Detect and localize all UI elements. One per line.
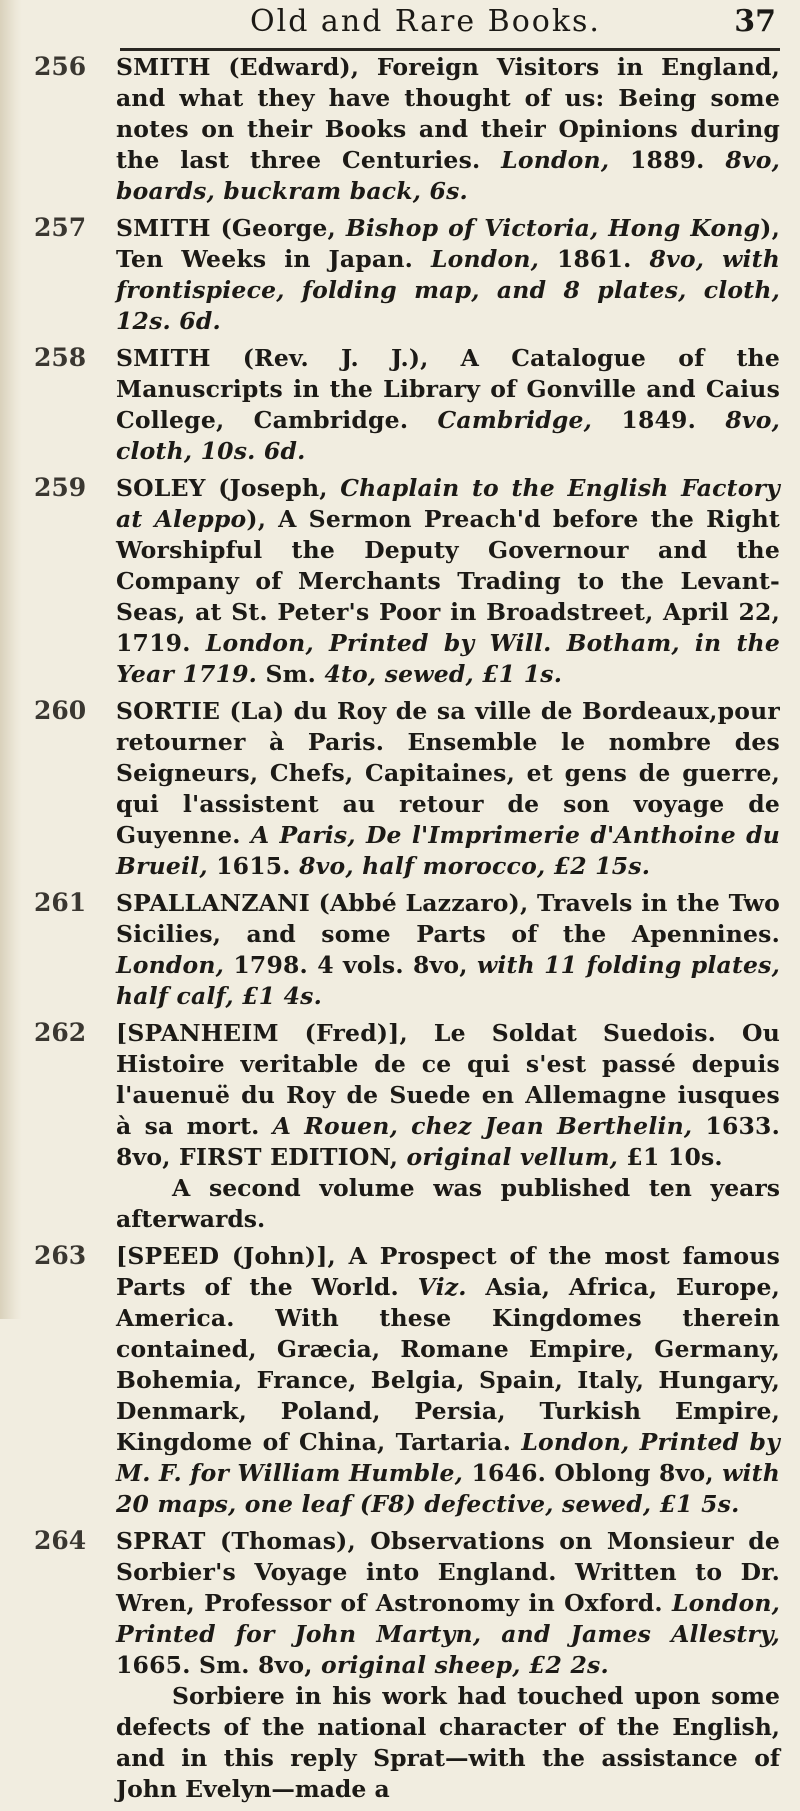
text-run: SPRAT (Thomas), Observations on Monsieur de Sorbier's Voyage into England. Written to Dr. Wren, Professor of Astronomy in Oxford. <box>116 1527 780 1617</box>
lot-number: 261 <box>34 888 87 917</box>
catalogue-entry <box>0 1241 800 1520</box>
lot-number: 263 <box>34 1241 87 1270</box>
catalogue-entry <box>0 696 800 882</box>
italic-text: London, Printed by M. F. for William Humble, <box>116 1428 780 1487</box>
entry-note: Sorbiere in his work had touched upon some defects of the national character of the English, and in this reply Sprat—with the assistance of John Evelyn—made a <box>116 1682 780 1803</box>
italic-text: 8vo, with frontispiece, folding map, and 8 plates, cloth, 12s. 6d. <box>116 245 780 335</box>
entry-description <box>116 52 780 207</box>
text-run: 1615. <box>207 852 300 880</box>
entry-description <box>116 696 780 882</box>
italic-text: A Paris, De l'Imprimerie d'Anthoine du Brueil, <box>116 821 780 880</box>
italic-text: 8vo, half morocco, £2 15s. <box>299 852 651 880</box>
italic-text: Viz. <box>417 1273 467 1301</box>
italic-text: London, <box>430 245 540 273</box>
text-run: 1633. 8vo, FIRST EDITION, <box>116 1112 780 1171</box>
catalogue-entry <box>0 888 800 1012</box>
entry-description <box>116 1241 780 1520</box>
text-run: 1798. 4 vols. 8vo, <box>224 951 477 979</box>
entry-description <box>116 888 780 1012</box>
text-run: [SPEED (John)], A Prospect of the most famous Parts of the World. <box>116 1242 780 1301</box>
catalogue-entry <box>0 343 800 467</box>
italic-text: 4to, sewed, £1 1s. <box>324 660 563 688</box>
catalogue-entries <box>0 52 800 1811</box>
text-run: ), A Sermon Preach'd before the Right Worshipful the Deputy Governour and the Company of Merchants Trading to the Levant-Seas, at St. Peter's Poor in Broadstreet, April 22, 1719. <box>116 505 780 657</box>
catalogue-entry <box>0 473 800 690</box>
text-run: SPALLANZANI (Abbé Lazzaro), Travels in the Two Sicilies, and some Parts of the Apennines. <box>116 889 780 948</box>
italic-text: Chaplain to the English Factory at Aleppo <box>116 474 780 533</box>
italic-text: London, <box>116 951 225 979</box>
lot-number: 260 <box>34 696 87 725</box>
italic-text: with 20 maps, one leaf (F8) defective, sewed, £1 5s. <box>116 1459 781 1518</box>
text-run: Sm. <box>257 660 325 688</box>
entry-description <box>116 1526 780 1681</box>
lot-number: 264 <box>34 1526 87 1555</box>
italic-text: London, Printed for John Martyn, and James Allestry, <box>116 1589 780 1648</box>
italic-text: Bishop of Victoria, Hong Kong <box>345 214 761 242</box>
lot-number: 257 <box>34 213 87 242</box>
text-run: Asia, Africa, Europe, America. With these Kingdomes therein contained, Græcia, Romane Empire, Germany, Bohemia, France, Belgia, Spain, Italy, Hungary, Denmark, Poland, Persia, Turkish Empire, Kingdome of China, Tartaria. <box>116 1273 780 1456</box>
catalogue-entry <box>0 213 800 337</box>
entry-note: A second volume was published ten years afterwards. <box>116 1174 780 1233</box>
text-run: 1665. Sm. 8vo, <box>116 1651 322 1679</box>
text-run: 1889. <box>609 146 726 174</box>
text-run: SMITH (George, <box>116 214 346 242</box>
italic-text: Cambridge, <box>437 406 593 434</box>
text-run: £1 10s. <box>618 1143 723 1171</box>
text-run: 1849. <box>592 406 726 434</box>
italic-text: 8vo, cloth, 10s. 6d. <box>116 406 780 465</box>
italic-text: London, <box>501 146 610 174</box>
lot-number: 256 <box>34 52 87 81</box>
entry-description <box>116 1018 780 1173</box>
lot-number: 259 <box>34 473 87 502</box>
page-number: 37 <box>734 4 776 39</box>
italic-text: original vellum, <box>406 1143 619 1171</box>
italic-text: original sheep, £2 2s. <box>321 1651 609 1679</box>
entry-description <box>116 213 780 337</box>
page-header <box>120 4 780 51</box>
text-run: SOLEY (Joseph, <box>116 474 341 502</box>
text-run: [SPANHEIM (Fred)], Le Soldat Suedois. Ou Histoire veritable de ce qui s'est passé depuis l'auenuë du Roy de Suede en Allemagne iusques à sa mort. <box>116 1019 780 1140</box>
italic-text: A Rouen, chez Jean Berthelin, <box>272 1112 693 1140</box>
entry-description <box>116 473 780 690</box>
text-run: ), Ten Weeks in Japan. <box>116 214 780 273</box>
lot-number: 258 <box>34 343 87 372</box>
italic-text: 8vo, boards, buckram back, 6s. <box>116 146 780 205</box>
text-run: 1861. <box>539 245 650 273</box>
catalogue-entry <box>0 1018 800 1235</box>
entry-description <box>116 343 780 467</box>
text-run: SMITH (Rev. J. J.), A Catalogue of the Manuscripts in the Library of Gonville and Caius College, Cambridge. <box>116 344 780 434</box>
italic-text: London, Printed by Will. Botham, in the Year 1719. <box>116 629 780 688</box>
text-run: SORTIE (La) du Roy de sa ville de Bordeaux,pour retourner à Paris. Ensemble le nombre des Seigneurs, Chefs, Capitaines, et gens de guerre, qui l'assistent au retour de son voyage de Guyenne. <box>116 697 780 849</box>
catalogue-entry <box>0 52 800 207</box>
text-run: 1646. Oblong 8vo, <box>463 1459 723 1487</box>
italic-text: with 11 folding plates, half calf, £1 4s. <box>116 951 780 1010</box>
text-run: SMITH (Edward), Foreign Visitors in England, and what they have thought of us: Being some notes on their Books and their Opinions during the last three Centuries. <box>116 53 780 174</box>
catalogue-entry <box>0 1526 800 1805</box>
running-title: Old and Rare Books. <box>250 4 601 39</box>
lot-number: 262 <box>34 1018 87 1047</box>
